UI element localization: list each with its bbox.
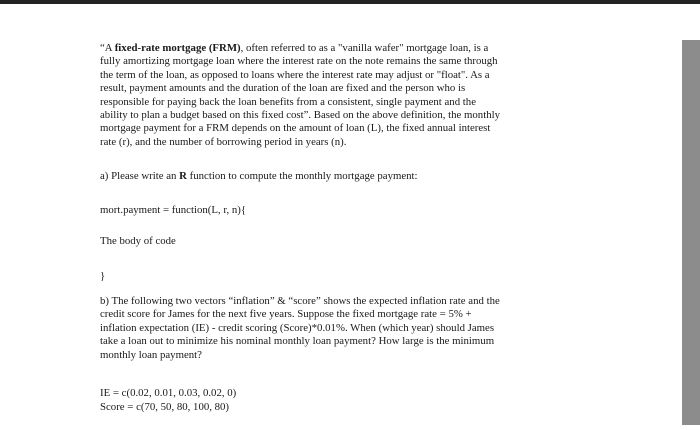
- intro-line-5: responsible for paying back the loan benefits from a consistent, single payment and the: [100, 95, 476, 108]
- code-body-placeholder: The body of code: [100, 235, 176, 247]
- ie-vector: IE = c(0.02, 0.01, 0.03, 0.02, 0): [100, 387, 237, 399]
- top-border: [0, 0, 700, 4]
- function-signature: mort.payment = function(L, r, n){: [100, 204, 247, 216]
- part-b-paragraph: [100, 295, 500, 362]
- part-b-line-5: monthly loan payment?: [100, 348, 202, 361]
- part-b-line-4: take a loan out to minimize his nominal monthly loan payment? How large is the minimum: [100, 335, 495, 348]
- part-b-line-2: credit score for James for the next five years. Suppose the fixed mortgage rate = 5% +: [100, 308, 472, 321]
- intro-line-4: result, payment amounts and the duration of the loan are fixed and the person who is: [100, 82, 466, 95]
- intro-line-8: rate (r), and the number of borrowing period in years (n).: [100, 135, 347, 148]
- intro-line-3: the term of the loan, as opposed to loans where the interest rate may adjust or "float". As a: [100, 68, 490, 81]
- frm-term: fixed-rate mortgage (FRM): [114, 42, 241, 54]
- intro-line-1: “A fixed-rate mortgage (FRM), often referred to as a "vanilla wafer" mortgage loan, is a: [100, 42, 489, 54]
- intro-line-2: fully amortizing mortgage loan where the interest rate on the note remains the same through: [100, 55, 498, 68]
- intro-line-7: mortgage payment for a FRM depends on the amount of loan (L), the fixed annual interest: [100, 122, 491, 135]
- scrollbar[interactable]: [682, 40, 700, 425]
- part-a-question: a) Please write an R function to compute the monthly mortgage payment:: [100, 170, 418, 182]
- intro-line-6: ability to plan a budget based on this fixed cost”. Based on the above definition, the monthly: [100, 109, 501, 122]
- part-b-line-3: inflation expectation (IE) - credit scoring (Score)*0.01%. When (which year) should James: [100, 321, 495, 334]
- closing-brace: }: [100, 270, 106, 282]
- intro-paragraph: [100, 42, 500, 149]
- score-vector: Score = c(70, 50, 80, 100, 80): [100, 401, 230, 413]
- part-b-line-1: b) The following two vectors “inflation” & “score” shows the expected inflation rate and the: [100, 295, 500, 307]
